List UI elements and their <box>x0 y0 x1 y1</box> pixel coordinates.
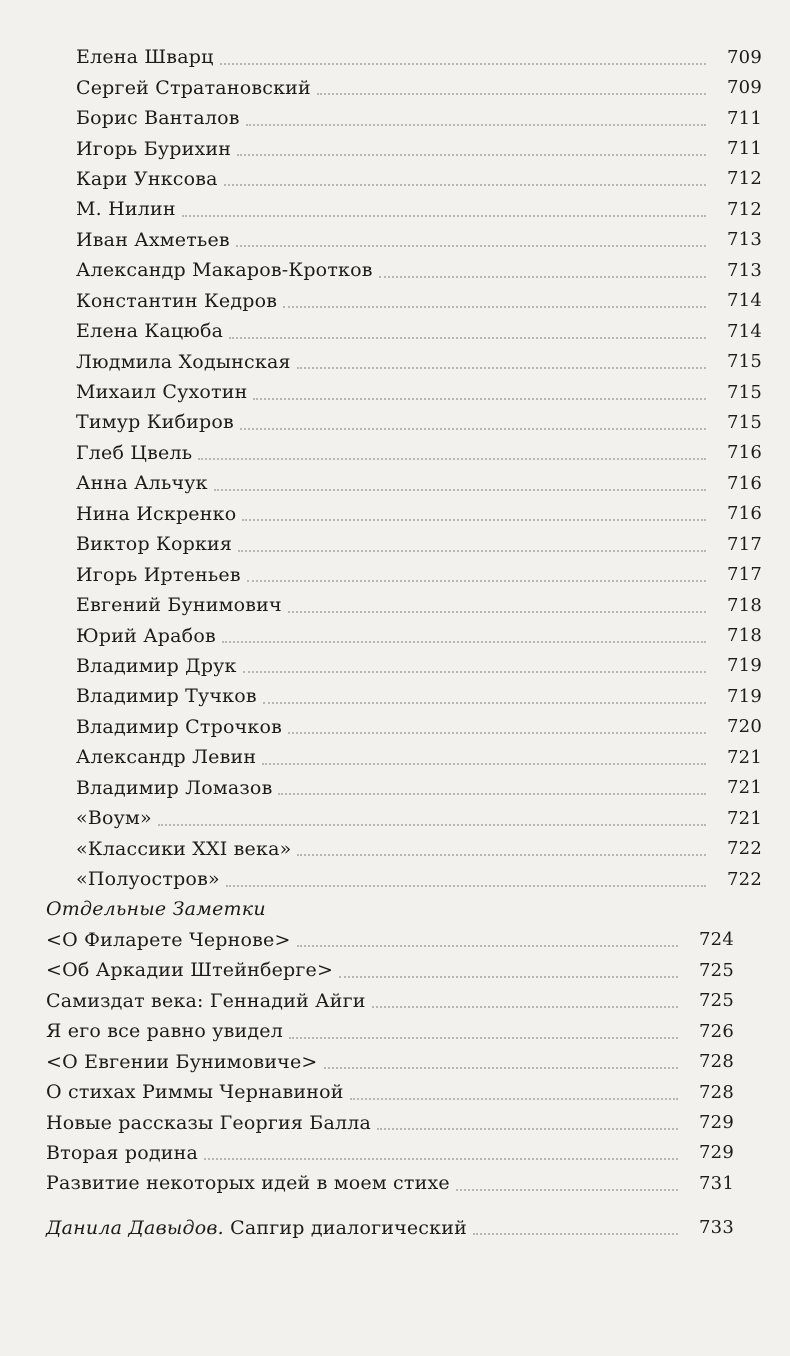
dot-leader <box>288 610 706 613</box>
toc-entry <box>0 620 790 650</box>
toc-page-number: 714 <box>727 290 762 312</box>
toc-entry-title: Игорь Иртеньев <box>76 563 241 586</box>
toc-entry <box>0 529 790 559</box>
dot-leader <box>238 549 706 552</box>
toc-entry-author: Данила Давыдов. <box>46 1216 224 1239</box>
dot-leader <box>288 731 706 734</box>
dot-leader <box>372 1005 678 1008</box>
toc-entry-title: Евгений Бунимович <box>76 594 282 617</box>
toc-entry <box>0 407 790 437</box>
toc-entry <box>0 346 790 376</box>
dot-leader <box>158 823 706 826</box>
toc-entry <box>0 316 790 346</box>
dot-leader <box>350 1097 678 1100</box>
dot-leader <box>229 336 706 339</box>
toc-entry-title: Владимир Друк <box>76 654 237 677</box>
toc-entry-title: М. Нилин <box>76 198 176 221</box>
toc-page-number: 721 <box>727 807 762 829</box>
toc-entry <box>0 438 790 468</box>
toc-entry-title: Тимур Кибиров <box>76 411 234 434</box>
dot-leader <box>243 670 706 673</box>
toc-entry-title: Игорь Бурихин <box>76 137 232 160</box>
toc-entry-title: Владимир Тучков <box>76 685 257 708</box>
toc-entry <box>0 194 790 224</box>
toc-entry-title: Александр Макаров-Кротков <box>76 259 373 282</box>
toc-entry <box>0 1168 790 1198</box>
toc-page-number: 717 <box>727 533 762 555</box>
toc-entry <box>0 164 790 194</box>
toc-entry <box>0 1077 790 1107</box>
toc-page-number: 729 <box>699 1112 734 1134</box>
toc-entry <box>0 255 790 285</box>
toc-page-number: 719 <box>727 655 762 677</box>
toc-entry-title: «Воум» <box>76 807 152 830</box>
toc-entry-title: Развитие некоторых идей в моем стихе <box>46 1172 450 1195</box>
toc-entry <box>0 1107 790 1137</box>
toc-page-number: 717 <box>727 564 762 586</box>
toc-entry-title <box>46 1217 467 1239</box>
toc-entry-work-title: Сапгир диалогический <box>223 1216 467 1239</box>
toc-page-number: 711 <box>727 107 762 129</box>
toc-entry <box>0 103 790 133</box>
dot-leader <box>297 366 706 369</box>
toc-page-number: 713 <box>727 229 762 251</box>
toc-page-number: 716 <box>727 503 762 525</box>
toc-entry <box>0 590 790 620</box>
dot-leader <box>297 853 706 856</box>
toc-page-number: 716 <box>727 442 762 464</box>
toc-entry <box>0 955 790 985</box>
toc-entry <box>0 1138 790 1168</box>
dot-leader <box>198 457 706 460</box>
dot-leader <box>226 884 706 887</box>
toc-entry-title: Анна Альчук <box>76 472 208 495</box>
toc-entry <box>0 1046 790 1076</box>
dot-leader <box>339 975 678 978</box>
toc-entry-title: Нина Искренко <box>76 502 237 525</box>
dot-leader <box>220 62 706 65</box>
toc-entry-title: Отдельные Заметки <box>46 898 266 921</box>
dot-leader <box>236 244 706 247</box>
toc-entry <box>0 833 790 863</box>
toc-page-number: 715 <box>727 381 762 403</box>
toc-page-number: 712 <box>727 198 762 220</box>
table-of-contents <box>0 42 790 1243</box>
toc-page-number: 719 <box>727 685 762 707</box>
toc-entry <box>0 1016 790 1046</box>
toc-entry <box>0 864 790 894</box>
toc-entry <box>0 468 790 498</box>
toc-entry-title: «Полуостров» <box>76 868 220 891</box>
toc-entry-title: Вторая родина <box>46 1141 198 1164</box>
toc-entry-title: Новые рассказы Георгия Балла <box>46 1111 372 1134</box>
toc-entry-title: Иван Ахметьев <box>76 228 230 251</box>
toc-entry-title: Владимир Ломазов <box>76 776 273 799</box>
toc-page-number: 714 <box>727 320 762 342</box>
toc-entry <box>0 286 790 316</box>
dot-leader <box>253 397 706 400</box>
dot-leader <box>263 701 706 704</box>
dot-leader <box>289 1036 678 1039</box>
toc-page-number: 712 <box>727 168 762 190</box>
toc-entry-title: <О Евгении Бунимовиче> <box>46 1050 318 1073</box>
toc-entry <box>0 925 790 955</box>
toc-entry <box>0 559 790 589</box>
dot-leader <box>204 1157 678 1160</box>
toc-entry-title: <Об Аркадии Штейнберге> <box>46 959 334 982</box>
dot-leader <box>456 1188 678 1191</box>
toc-page-number: 718 <box>727 625 762 647</box>
toc-page-number: 728 <box>699 1051 734 1073</box>
toc-page-number: 715 <box>727 411 762 433</box>
toc-page-number: 722 <box>727 838 762 860</box>
toc-entry <box>0 773 790 803</box>
toc-page-number: 722 <box>727 868 762 890</box>
dot-leader <box>224 183 706 186</box>
toc-entry-title: Людмила Ходынская <box>76 350 291 373</box>
dot-leader <box>237 153 706 156</box>
toc-entry-title: Александр Левин <box>76 746 257 769</box>
toc-entry-title: Константин Кедров <box>76 289 278 312</box>
toc-entry <box>0 681 790 711</box>
toc-entry-title: Елена Шварц <box>76 46 214 69</box>
dot-leader <box>214 488 706 491</box>
dot-leader <box>278 792 706 795</box>
toc-entry <box>0 72 790 102</box>
dot-leader <box>297 944 678 947</box>
toc-page-number: 733 <box>699 1217 734 1239</box>
toc-section-heading <box>0 894 790 924</box>
toc-entry <box>0 499 790 529</box>
toc-page-number: 718 <box>727 594 762 616</box>
toc-page-number: 713 <box>727 259 762 281</box>
toc-entry-title: Борис Ванталов <box>76 107 240 130</box>
toc-entry-title: Глеб Цвель <box>76 441 193 464</box>
toc-page-number: 721 <box>727 746 762 768</box>
dot-leader <box>262 762 706 765</box>
dot-leader <box>247 579 706 582</box>
toc-page-number: 726 <box>699 1020 734 1042</box>
toc-page-number: 728 <box>699 1081 734 1103</box>
toc-entry-title: Сергей Стратановский <box>76 76 311 99</box>
dot-leader <box>379 275 706 278</box>
toc-entry <box>0 742 790 772</box>
toc-entry-title: Юрий Арабов <box>76 624 216 647</box>
dot-leader <box>240 427 706 430</box>
toc-entry-final <box>0 1213 790 1243</box>
toc-page-number: 709 <box>727 46 762 68</box>
dot-leader <box>377 1127 678 1130</box>
toc-page-number: 715 <box>727 351 762 373</box>
toc-page-number: 725 <box>699 959 734 981</box>
toc-entry-title: Владимир Строчков <box>76 715 282 738</box>
toc-entry <box>0 803 790 833</box>
dot-leader <box>242 518 706 521</box>
toc-entry-title: Самиздат века: Геннадий Айги <box>46 989 366 1012</box>
toc-page-number: 725 <box>699 990 734 1012</box>
dot-leader <box>283 305 706 308</box>
toc-entry <box>0 377 790 407</box>
toc-entry-title: О стихах Риммы Чернавиной <box>46 1081 344 1104</box>
toc-entry-title: Кари Унксова <box>76 167 218 190</box>
toc-page-number: 721 <box>727 777 762 799</box>
toc-page-number: 716 <box>727 472 762 494</box>
toc-entry-title: «Классики XXI века» <box>76 837 292 860</box>
toc-page-number: 711 <box>727 138 762 160</box>
dot-leader <box>324 1066 678 1069</box>
toc-page-number: 724 <box>699 929 734 951</box>
toc-entry-title: Елена Кацюба <box>76 320 224 343</box>
toc-page-number: 729 <box>699 1142 734 1164</box>
dot-leader <box>473 1232 678 1235</box>
toc-page-number: 709 <box>727 77 762 99</box>
dot-leader <box>222 640 706 643</box>
toc-entry <box>0 42 790 72</box>
toc-entry <box>0 225 790 255</box>
dot-leader <box>182 214 706 217</box>
toc-entry-title: Михаил Сухотин <box>76 381 248 404</box>
toc-entry <box>0 651 790 681</box>
toc-entry <box>0 712 790 742</box>
toc-entry-title: <О Филарете Чернове> <box>46 928 291 951</box>
dot-leader <box>246 123 706 126</box>
toc-entry-title: Я его все равно увидел <box>46 1020 283 1043</box>
toc-page-number: 720 <box>727 716 762 738</box>
toc-entry <box>0 133 790 163</box>
dot-leader <box>317 92 706 95</box>
toc-page-number: 731 <box>699 1172 734 1194</box>
toc-entry-title: Виктор Коркия <box>76 533 233 556</box>
toc-entry <box>0 986 790 1016</box>
